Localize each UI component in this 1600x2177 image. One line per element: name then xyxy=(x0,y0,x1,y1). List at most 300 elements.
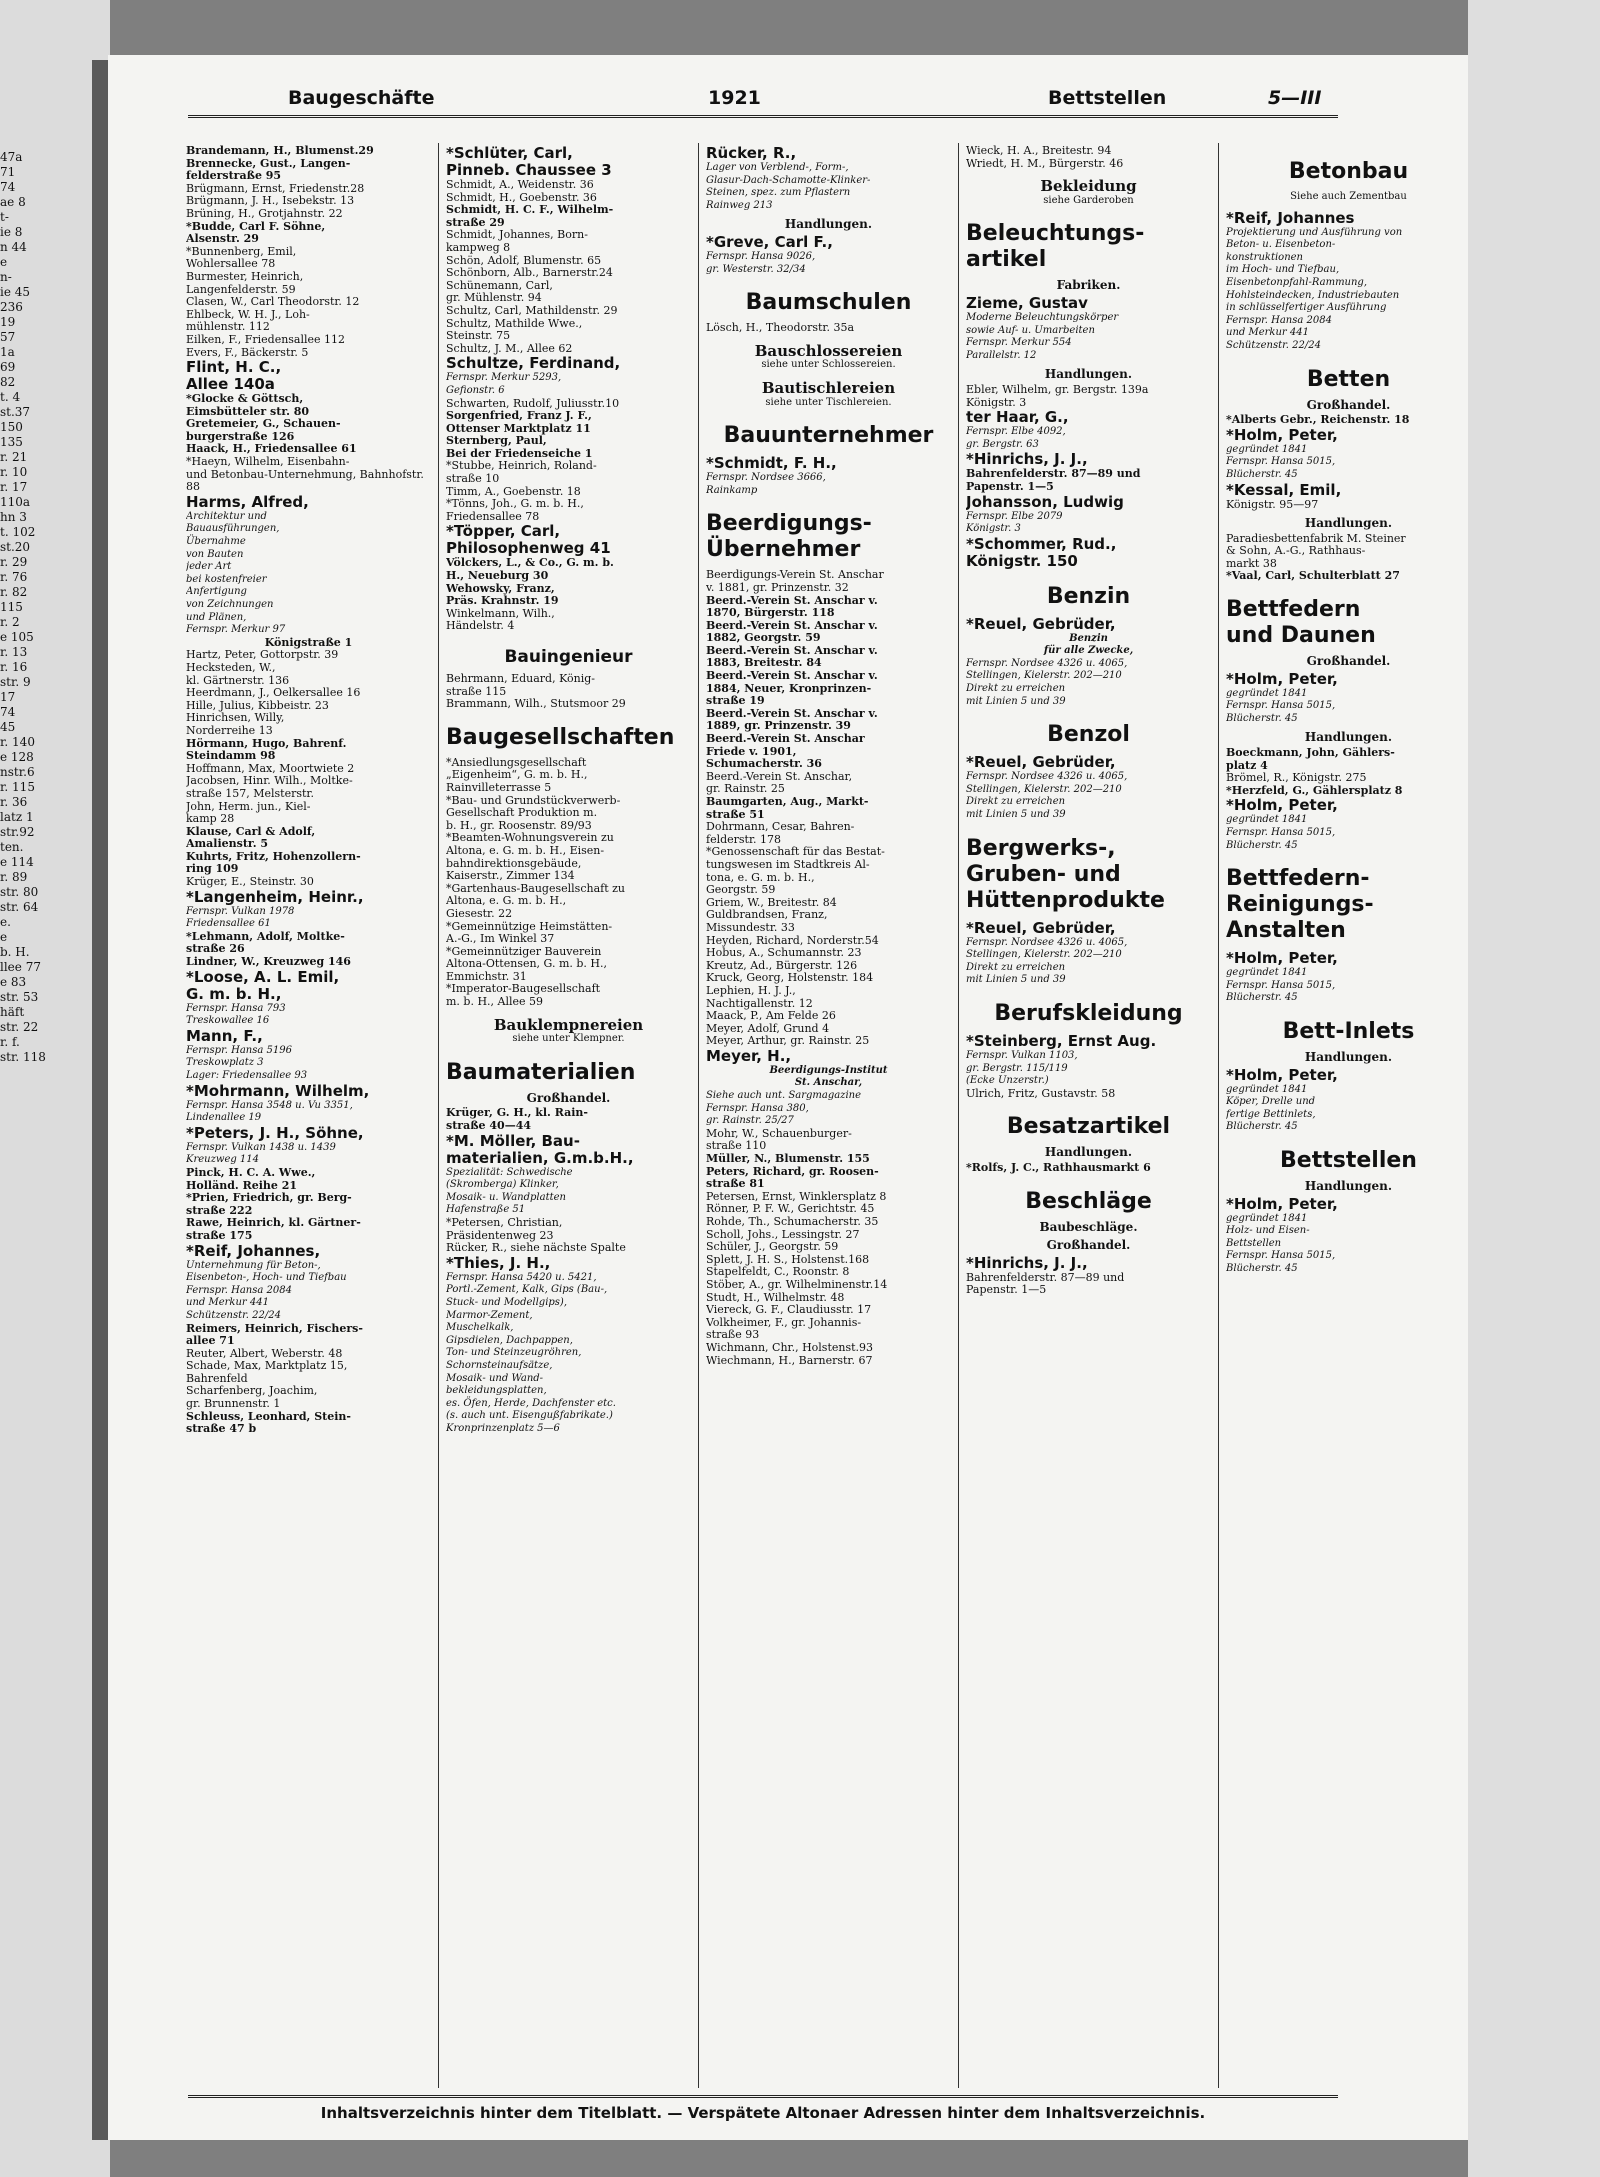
left-page-text-fragment: 1a xyxy=(0,345,15,359)
left-page-text-fragment: r. 13 xyxy=(0,645,28,659)
section-heading: Bautischlereien xyxy=(761,378,896,397)
directory-entry: gegründet 1841 Holz- und Eisen- Bettstellen Fernspr. Hansa 5015, Blücherstr. 45 xyxy=(1226,1212,1336,1274)
directory-entry: Fernspr. Hansa 5420 u. 5421, Portl.-Zement, Kalk, Gips (Bau-, Stuck- und Modellgips), Marmor-Zement, Muschelkalk, Gipsdielen, Dachpappen, Ton- und Steinzeugröhren, Schornsteinaufsätze, Mosaik- und Wand- bekleidungsplatten, es. Öfen, Herde, Dachfenster etc. (s. auch unt. Eisengußfabrikate.) Kronprinzenplatz 5—6 xyxy=(446,1271,616,1434)
directory-entry: gegründet 1841 Fernspr. Hansa 5015, Blücherstr. 45 xyxy=(1226,443,1336,480)
directory-entry: Fernspr. Vulkan 1438 u. 1439 Kreuzweg 114 xyxy=(186,1141,336,1166)
directory-entry: *Glocke & Göttsch, Eimsbütteler str. 80 xyxy=(186,392,310,418)
section-heading: Bergwerks-, Gruben- und Hüttenprodukte xyxy=(966,835,1165,913)
directory-entry: *Loose, A. L. Emil, G. m. b. H., xyxy=(186,967,340,1003)
book-spine xyxy=(92,60,108,2140)
section-heading: Benzin xyxy=(1046,583,1131,609)
directory-entry: Schmidt, Johannes, Born- kampweg 8 xyxy=(446,228,588,254)
subsection-label: Großhandel. xyxy=(1306,654,1391,669)
directory-entry: siehe Garderoben xyxy=(1043,194,1134,206)
directory-entry: *Peters, J. H., Söhne, xyxy=(186,1123,364,1142)
left-page-text-fragment: str.92 xyxy=(0,825,35,839)
directory-entry: Fernspr. Hansa 5196 Treskowplatz 3 Lager: Friedensallee 93 xyxy=(186,1044,308,1081)
directory-entry: Jacobsen, Hinr. Wilh., Moltke- straße 157, Melsterstr. xyxy=(186,774,353,800)
section-heading: Beschläge xyxy=(1025,1188,1152,1214)
directory-entry: Ehlbeck, W. H. J., Loh- mühlenstr. 112 xyxy=(186,307,310,334)
directory-entry: *Prien, Friedrich, gr. Berg- straße 222 xyxy=(186,1191,352,1217)
directory-entry: siehe unter Klempner. xyxy=(512,1033,625,1045)
directory-entry: Beerd.-Verein St. Anschar v. 1882, Georgstr. 59 xyxy=(706,618,878,645)
left-page-text-fragment: t. 102 xyxy=(0,525,36,539)
left-page-text-fragment: r. 89 xyxy=(0,870,28,884)
left-page-text-fragment: str. 53 xyxy=(0,990,39,1004)
subsection-label: Handlungen. xyxy=(1044,367,1133,382)
directory-entry: Evers, F., Bäckerstr. 5 xyxy=(186,345,309,359)
directory-entry: *Kessal, Emil, xyxy=(1226,480,1342,499)
directory-entry: Reimers, Heinrich, Fischers- allee 71 xyxy=(186,1321,363,1348)
section-heading: Baumaterialien xyxy=(446,1059,636,1085)
column-separator xyxy=(698,143,699,2088)
section-heading: Betonbau xyxy=(1288,159,1409,184)
directory-entry: Schmidt, H. C. F., Wilhelm- straße 29 xyxy=(446,203,614,229)
left-page-text-fragment: häft xyxy=(0,1005,25,1019)
directory-entry: Eilken, F., Friedensallee 112 xyxy=(186,332,346,346)
directory-entry: Timm, A., Goebenstr. 18 xyxy=(446,484,581,498)
section-heading: Bauschlossereien xyxy=(754,341,903,360)
directory-entry: Gretemeier, G., Schauen- burgerstraße 126 xyxy=(186,417,341,443)
directory-entry: *Greve, Carl F., xyxy=(706,232,833,251)
left-page-text-fragment: 110a xyxy=(0,495,31,509)
directory-entry: Beerdigungs-Institut St. Anschar, xyxy=(769,1064,888,1089)
left-page-text-fragment: ten. xyxy=(0,840,24,854)
directory-entry: *Bau- und Grundstückverwerb- Gesellschaft Produktion m. b. H., gr. Roosenstr. 89/93 xyxy=(446,793,621,832)
section-heading: Bettfedern- Reinigungs- Anstalten xyxy=(1226,866,1374,944)
directory-entry: Maack, P., Am Felde 26 xyxy=(706,1009,836,1023)
directory-entry: *Mohrmann, Wilhelm, xyxy=(186,1081,370,1100)
column-separator xyxy=(1218,143,1219,2088)
directory-entry: Volkheimer, F., gr. Johannis- straße 93 xyxy=(706,1315,862,1342)
directory-entry: *Reuel, Gebrüder, xyxy=(966,753,1116,772)
directory-entry: Splett, J. H. S., Holstenst.168 xyxy=(706,1252,870,1266)
left-page-text-fragment: r. 115 xyxy=(0,780,35,794)
directory-entry: Zieme, Gustav xyxy=(966,293,1088,312)
directory-entry: Kuhrts, Fritz, Hohenzollern- ring 109 xyxy=(186,849,361,876)
directory-entry: *Gemeinnützige Heimstätten- A.-G., Im Winkel 37 xyxy=(446,919,613,946)
directory-entry: *Beamten-Wohnungsverein zu Altona, e. G. m. b. H., Eisen- bahndirektionsgebäude, Kaiserstr., Zimmer 134 xyxy=(446,831,614,883)
directory-entry: Völckers, L., & Co., G. m. b. H., Neueburg 30 xyxy=(446,556,614,583)
left-page-text-fragment: 47a xyxy=(0,150,23,164)
directory-entry: Brüning, H., Grotjahnstr. 22 xyxy=(186,206,343,220)
directory-entry: Architektur und Bauausführungen, Übernahme von Bauten jeder Art bei kostenfreier Anfertigung von Zeichnungen und Plänen, Fernspr. Merkur 97 xyxy=(186,510,286,636)
directory-entry: Schmidt, A., Weidenstr. 36 xyxy=(446,178,594,191)
section-heading: Baumschulen xyxy=(745,290,912,316)
directory-entry: Schade, Max, Marktplatz 15, Bahrenfeld xyxy=(186,1359,348,1385)
section-heading: Baugesellschaften xyxy=(446,724,675,750)
directory-entry: Rohde, Th., Schumacherstr. 35 xyxy=(706,1215,879,1228)
section-heading: Bett-Inlets xyxy=(1282,1018,1415,1044)
directory-entry: siehe unter Schlossereien. xyxy=(761,359,896,371)
directory-entry: *Ansiedlungsgesellschaft „Eigenheim“, G. m. b. H., Rainvilleterrasse 5 xyxy=(446,755,588,794)
directory-entry: Fernspr. Hansa 3548 u. Vu 3351, Lindenallee 19 xyxy=(186,1099,353,1124)
directory-entry: Burmester, Heinrich, Langenfelderstr. 59 xyxy=(186,269,304,296)
directory-entry: Schultz, Carl, Mathildenstr. 29 xyxy=(446,303,618,317)
directory-entry: *Langenheim, Heinr., xyxy=(186,887,364,906)
directory-entry: John, Herm. jun., Kiel- kamp 28 xyxy=(186,799,311,826)
left-page-text-fragment: st.20 xyxy=(0,540,31,554)
directory-entry: *Alberts Gebr., Reichenstr. 18 xyxy=(1226,413,1410,427)
left-page-text-fragment: r. 76 xyxy=(0,570,28,584)
directory-entry: Schultze, Ferdinand, xyxy=(446,354,621,373)
directory-entry: Meyer, Adolf, Grund 4 xyxy=(706,1021,830,1035)
left-page-text-fragment: r. 2 xyxy=(0,615,20,629)
directory-entry: Fernspr. Nordsee 3666, Rainkamp xyxy=(706,472,826,496)
left-page-text-fragment: e xyxy=(0,930,8,944)
left-page-text-fragment: r. 82 xyxy=(0,585,28,599)
directory-entry: Müller, N., Blumenstr. 155 xyxy=(706,1152,870,1166)
directory-entry: Kreutz, Ad., Bürgerstr. 126 xyxy=(706,958,858,972)
directory-entry: Kruck, Georg, Holstenstr. 184 xyxy=(706,971,874,985)
directory-entry: *Reuel, Gebrüder, xyxy=(966,918,1116,937)
directory-entry: Meyer, H., xyxy=(706,1046,792,1065)
left-page-text-fragment: e 83 xyxy=(0,975,27,989)
directory-entry: Lager von Verblend-, Form-, Glasur-Dach-Schamotte-Klinker- Steinen, spez. zum Pflastern Rainweg 213 xyxy=(706,162,871,211)
directory-entry: Sternberg, Paul, Bei der Friedenseiche 1 xyxy=(446,434,593,460)
directory-entry: Boeckmann, John, Gählers- platz 4 xyxy=(1226,746,1395,772)
left-page-text-fragment: 74 xyxy=(0,705,16,719)
section-heading: Beerdigungs- Übernehmer xyxy=(706,511,872,563)
directory-entry: *Genossenschaft für das Bestat- tungswesen im Stadtkreis Al- tona, e. G. m. b. H., Georgstr. 59 xyxy=(706,845,885,897)
directory-entry: *Gartenhaus-Baugesellschaft zu Altona, e. G. m. b. H., Giesestr. 22 xyxy=(446,881,625,920)
section-heading: Bauunternehmer xyxy=(723,423,934,449)
directory-entry: *Herzfeld, G., Gählersplatz 8 xyxy=(1226,783,1403,797)
directory-entry: Moderne Beleuchtungskörper sowie Auf- u. Umarbeiten Fernspr. Merkur 554 Parallelstr. 12 xyxy=(966,311,1119,361)
section-heading: Berufskleidung xyxy=(994,1001,1183,1026)
directory-entry: Pinck, H. C. A. Wwe., Holländ. Reihe 21 xyxy=(186,1165,316,1192)
directory-entry: Heerdmann, J., Oelkersallee 16 xyxy=(186,686,361,700)
directory-entry: Brandemann, H., Blumenst.29 xyxy=(186,145,374,157)
directory-page xyxy=(108,55,1468,2140)
subsection-label: Handlungen. xyxy=(1304,1049,1393,1064)
left-page-text-fragment: r. 17 xyxy=(0,480,28,494)
directory-entry: *Reif, Johannes xyxy=(1226,208,1355,227)
subsection-label: Handlungen. xyxy=(1304,1178,1393,1193)
directory-entry: *Petersen, Christian, Präsidentenweg 23 xyxy=(446,1216,563,1242)
left-page-text-fragment: 19 xyxy=(0,315,16,329)
directory-entry: Schmidt, H., Goebenstr. 36 xyxy=(446,190,597,204)
left-page-text-fragment: ie 8 xyxy=(0,225,23,239)
directory-entry: Scholl, Johs., Lessingstr. 27 xyxy=(706,1227,860,1241)
directory-entry: Wichmann, Chr., Holstenst.93 xyxy=(706,1340,874,1354)
directory-entry: *Stubbe, Heinrich, Roland- straße 10 xyxy=(446,459,597,486)
directory-entry: *Holm, Peter, xyxy=(1226,425,1338,444)
section-heading: Besatzartikel xyxy=(1006,1114,1171,1140)
directory-entry: *Holm, Peter, xyxy=(1226,796,1338,815)
left-page-text-fragment: t. 4 xyxy=(0,390,21,404)
directory-entry: Peters, Richard, gr. Roosen- straße 81 xyxy=(706,1164,879,1191)
directory-entry: Klause, Carl & Adolf, Amalienstr. 5 xyxy=(186,824,316,851)
directory-entry: Scharfenberg, Joachim, gr. Brunnenstr. 1 xyxy=(186,1384,318,1411)
directory-entry: Beerd.-Verein St. Anschar v. 1889, gr. Prinzenstr. 39 xyxy=(706,706,878,733)
header-right: Bettstellen xyxy=(1048,87,1167,109)
directory-entry: Spezialität: Schwedische (Skromberga) Klinker, Mosaik- u. Wandplatten Hafenstraße 51 xyxy=(446,1166,573,1216)
directory-entry: Hille, Julius, Kibbeistr. 23 xyxy=(186,698,329,712)
left-page-text-fragment: e 128 xyxy=(0,750,34,764)
header-year: 1921 xyxy=(708,87,761,109)
directory-entry: Fernspr. Merkur 5293, Gefionstr. 6 xyxy=(446,372,562,396)
directory-entry: Siehe auch Zementbau xyxy=(1290,191,1407,202)
directory-entry: Fernspr. Nordsee 4326 u. 4065, Stellingen, Kielerstr. 202—210 Direkt zu erreichen mit Linien 5 und 39 xyxy=(966,771,1128,821)
directory-entry: Mann, F., xyxy=(186,1026,263,1045)
page-footer: Inhaltsverzeichnis hinter dem Titelblatt. — Verspätete Altonaer Adressen hinter dem Inhaltsverzeichnis. xyxy=(188,2095,1338,2122)
directory-entry: Mohr, W., Schauenburger- straße 110 xyxy=(706,1126,852,1153)
section-heading: Beleuchtungs- artikel xyxy=(966,221,1145,273)
directory-entry: Fernspr. Vulkan 1978 Friedensallee 61 xyxy=(186,905,295,930)
directory-entry: *Schlüter, Carl, Pinneb. Chaussee 3 xyxy=(446,145,612,179)
directory-entry: Rönner, P. F. W., Gerichtstr. 45 xyxy=(706,1202,875,1216)
directory-entry: *Imperator-Baugesellschaft m. b. H., Allee 59 xyxy=(446,982,601,1009)
directory-entry: Beerd.-Verein St. Anschar v. 1883, Breitestr. 84 xyxy=(706,643,878,670)
directory-entry: Benzin für alle Zwecke, xyxy=(1043,632,1134,657)
left-page-text-fragment: t- xyxy=(0,210,9,224)
left-page-text-fragment: st.37 xyxy=(0,405,31,419)
left-page-text-fragment: 71 xyxy=(0,165,16,179)
directory-entry: Schultz, Mathilde Wwe., Steinstr. 75 xyxy=(446,316,583,343)
directory-entry: Hobus, A., Schumannstr. 23 xyxy=(706,946,862,960)
directory-entry: *Tönns, Joh., G. m. b. H., Friedensallee 78 xyxy=(446,497,584,523)
directory-entry: *Schommer, Rud., Königstr. 150 xyxy=(966,534,1117,570)
directory-entry: Schön, Adolf, Blumenstr. 65 xyxy=(446,253,602,267)
directory-entry: *Holm, Peter, xyxy=(1226,1065,1338,1084)
directory-entry: Reuter, Albert, Weberstr. 48 xyxy=(186,1346,343,1360)
directory-entry: Lösch, H., Theodorstr. 35a xyxy=(706,321,855,335)
directory-entry: Brügmann, J. H., Isebekstr. 13 xyxy=(186,194,355,208)
directory-entry: Brömel, R., Königstr. 275 xyxy=(1226,771,1367,785)
directory-entry: Studt, H., Wilhelmstr. 48 xyxy=(706,1290,845,1304)
section-heading: Bettstellen xyxy=(1280,1147,1417,1173)
directory-entry: Flint, H. C., Allee 140a xyxy=(186,358,282,394)
directory-entry: Lindner, W., Kreuzweg 146 xyxy=(186,955,351,969)
directory-entry: Hinrichsen, Willy, Norderreihe 13 xyxy=(186,711,285,737)
directory-entry: ter Haar, G., xyxy=(966,408,1069,427)
directory-entry: Sorgenfried, Franz J. F., Ottenser Marktplatz 11 xyxy=(446,409,592,435)
directory-entry: *Holm, Peter, xyxy=(1226,1194,1338,1213)
left-page-text-fragment: 236 xyxy=(0,300,23,314)
left-page-text-fragment: r. 36 xyxy=(0,795,28,809)
directory-entry: Dohrmann, Cesar, Bahren- felderstr. 178 xyxy=(706,820,855,846)
section-heading: Bettfedern und Daunen xyxy=(1226,597,1376,649)
left-page-text-fragment: e xyxy=(0,255,8,269)
directory-entry: Krüger, E., Steinstr. 30 xyxy=(186,875,314,889)
directory-entry: *Gemeinnütziger Bauverein Altona-Ottensen, G. m. b. H., Emmichstr. 31 xyxy=(446,944,607,983)
directory-entry: Beerd.-Verein St. Anschar Friede v. 1901, Schumacherstr. 36 xyxy=(706,732,865,771)
subsection-label: Handlungen. xyxy=(1044,1145,1133,1160)
directory-entry: Wiechmann, H., Barnerstr. 67 xyxy=(706,1353,873,1367)
left-page-text-fragment: n 44 xyxy=(0,240,27,254)
directory-entry: Guldbrandsen, Franz, Missundestr. 33 xyxy=(706,908,828,934)
section-heading: Bekleidung xyxy=(1040,177,1137,196)
directory-entry: Fernspr. Nordsee 4326 u. 4065, Stellingen, Kielerstr. 202—210 Direkt zu erreichen mit Linien 5 und 39 xyxy=(966,657,1128,707)
column-separator xyxy=(958,143,959,2088)
left-page-text-fragment: e. xyxy=(0,915,11,929)
directory-entry: Fernspr. Elbe 4092, gr. Bergstr. 63 xyxy=(966,426,1066,450)
directory-entry: Fernspr. Hansa 793 Treskowallee 16 xyxy=(186,1002,286,1027)
directory-entry: Clasen, W., Carl Theodorstr. 12 xyxy=(186,295,360,309)
right-background xyxy=(1468,0,1600,2177)
directory-entry: Petersen, Ernst, Winklersplatz 8 xyxy=(706,1189,887,1203)
directory-entry: *Reuel, Gebrüder, xyxy=(966,614,1116,633)
directory-entry: Ulrich, Fritz, Gustavstr. 58 xyxy=(966,1086,1116,1100)
directory-entry: *M. Möller, Bau- materialien, G.m.b.H., xyxy=(446,1131,634,1167)
column-4 xyxy=(966,145,1211,2095)
directory-entry: Bahrenfelderstr. 87—89 und Papenstr. 1—5 xyxy=(966,1270,1125,1297)
directory-entry: *Rolfs, J. C., Rathhausmarkt 6 xyxy=(966,1160,1151,1174)
column-3 xyxy=(706,145,951,2095)
directory-entry: Schultz, J. M., Allee 62 xyxy=(446,341,573,355)
directory-entry: Behrmann, Eduard, König- straße 115 xyxy=(446,672,595,698)
directory-entry: *Steinberg, Ernst Aug. xyxy=(966,1032,1157,1050)
subsection-label: Baubeschläge. xyxy=(1039,1219,1138,1234)
directory-entry: Wieck, H. A., Breitestr. 94 xyxy=(966,145,1112,157)
directory-entry: Schleuss, Leonhard, Stein- straße 47 b xyxy=(186,1409,351,1436)
directory-entry: gegründet 1841 Köper, Drelle und fertige Bettinlets, Blücherstr. 45 xyxy=(1226,1083,1316,1133)
left-page-text-fragment: 57 xyxy=(0,330,16,344)
left-page-text-fragment: 115 xyxy=(0,600,23,614)
left-page-text-fragment: 150 xyxy=(0,420,23,434)
left-page-text-fragment: 74 xyxy=(0,180,16,194)
directory-entry: Hoffmann, Max, Moortwiete 2 xyxy=(186,761,355,775)
directory-entry: Rawe, Heinrich, kl. Gärtner- straße 175 xyxy=(186,1216,361,1242)
subsection-label: Handlungen. xyxy=(1304,730,1393,745)
page-header xyxy=(188,85,1338,118)
left-page-text-fragment: 69 xyxy=(0,360,16,374)
left-page-text-fragment: r. f. xyxy=(0,1035,20,1049)
directory-entry: Fernspr. Elbe 2079 Königstr. 3 xyxy=(966,510,1063,535)
directory-entry: *Holm, Peter, xyxy=(1226,669,1338,688)
directory-entry: Fernspr. Vulkan 1103, gr. Bergstr. 115/119 (Ecke Unzerstr.) xyxy=(966,1050,1078,1087)
left-page-text-fragment: r. 21 xyxy=(0,450,28,464)
directory-entry: *Schmidt, F. H., xyxy=(706,454,837,473)
directory-entry: Hecksteden, W., kl. Gärtnerstr. 136 xyxy=(186,660,290,687)
left-page-text-fragment: str. 64 xyxy=(0,900,39,914)
left-page-text-fragment: hn 3 xyxy=(0,510,27,524)
left-page-text-fragment: r. 10 xyxy=(0,465,28,479)
directory-entry: *Bunnenberg, Emil, Wohlersallee 78 xyxy=(186,244,297,271)
left-page-text-fragment: r. 29 xyxy=(0,555,28,569)
subsection-label: Großhandel. xyxy=(1306,397,1391,412)
directory-entry: *Hinrichs, J. J., xyxy=(966,450,1088,469)
directory-entry: *Haeyn, Wilhelm, Eisenbahn- und Betonbau-Unternehmung, Bahnhofstr. 88 xyxy=(186,455,424,494)
directory-entry: siehe unter Tischlereien. xyxy=(765,396,892,408)
left-page-text-fragment: b. H. xyxy=(0,945,30,959)
directory-entry: *Holm, Peter, xyxy=(1226,949,1338,968)
directory-entry: Schünemann, Carl, gr. Mühlenstr. 94 xyxy=(446,278,553,305)
directory-entry: Heyden, Richard, Norderstr.54 xyxy=(706,933,879,947)
directory-entry: *Vaal, Carl, Schulterblatt 27 xyxy=(1226,569,1400,583)
column-2 xyxy=(446,145,691,2095)
column-1 xyxy=(186,145,431,2095)
directory-entry: Winkelmann, Wilh., Händelstr. 4 xyxy=(446,606,555,633)
directory-entry: Viereck, G. F., Claudiusstr. 17 xyxy=(706,1303,872,1317)
left-page-text-fragment: r. 16 xyxy=(0,660,28,674)
left-page-text-fragment: 45 xyxy=(0,720,16,734)
directory-entry: Beerdigungs-Verein St. Anschar v. 1881, gr. Prinzenstr. 32 xyxy=(706,568,884,594)
directory-entry: gegründet 1841 Fernspr. Hansa 5015, Blücherstr. 45 xyxy=(1226,687,1336,724)
directory-entry: Beerd.-Verein St. Anschar v. 1870, Bürgerstr. 118 xyxy=(706,593,878,620)
directory-entry: Schwarten, Rudolf, Juliusstr.10 xyxy=(446,396,620,410)
directory-entry: gegründet 1841 Fernspr. Hansa 5015, Blücherstr. 45 xyxy=(1226,814,1336,851)
directory-entry: Ebler, Wilhelm, gr. Bergstr. 139a Königstr. 3 xyxy=(966,382,1149,409)
directory-entry: Meyer, Arthur, gr. Rainstr. 25 xyxy=(706,1034,870,1048)
directory-entry: Wehowsky, Franz, Präs. Krahnstr. 19 xyxy=(446,581,559,608)
section-heading: Betten xyxy=(1306,366,1391,392)
subsection-label: Großhandel. xyxy=(1046,1238,1131,1253)
directory-entry: Lephien, H. J. J., Nachtigallenstr. 12 xyxy=(706,983,813,1010)
column-5 xyxy=(1226,145,1468,2095)
left-page-text-fragment: ie 45 xyxy=(0,285,31,299)
directory-entry: Brügmann, Ernst, Friedenstr.28 xyxy=(186,181,365,195)
directory-entry: Brennecke, Gust., Langen- felderstraße 95 xyxy=(186,156,351,183)
left-page-text-fragment: r. 140 xyxy=(0,735,35,749)
directory-entry: Johansson, Ludwig xyxy=(966,492,1124,511)
directory-entry: *Budde, Carl F. Söhne, Alsenstr. 29 xyxy=(186,219,326,246)
section-heading: Bauklempnereien xyxy=(493,1015,644,1034)
directory-entry: Hartz, Peter, Gottorpstr. 39 xyxy=(186,648,339,662)
directory-entry: Siehe auch unt. Sargmagazine Fernspr. Hansa 380, gr. Rainstr. 25/27 xyxy=(706,1090,862,1127)
directory-entry: Baumgarten, Aug., Markt- straße 51 xyxy=(706,795,869,821)
left-page-text-fragment: ae 8 xyxy=(0,195,26,209)
page-number: 5—III xyxy=(1268,87,1322,109)
directory-entry: Unternehmung für Beton-, Eisenbeton-, Hoch- und Tiefbau Fernspr. Hansa 2084 und Merkur 441 Schützenstr. 22/24 xyxy=(186,1259,347,1321)
left-page-text-fragment: str. 80 xyxy=(0,885,39,899)
subsection-label: Fabriken. xyxy=(1056,278,1121,293)
column-separator xyxy=(438,143,439,2088)
directory-entry: Beerd.-Verein St. Anschar v. 1884, Neuer, Kronprinzen- straße 19 xyxy=(706,669,878,708)
header-left: Baugeschäfte xyxy=(288,87,435,109)
left-page-text-fragment: str. 22 xyxy=(0,1020,39,1034)
directory-entry: Rücker, R., siehe nächste Spalte xyxy=(446,1241,626,1255)
directory-entry: Griem, W., Breitestr. 84 xyxy=(706,895,837,909)
directory-entry: Beerd.-Verein St. Anschar, gr. Rainstr. 25 xyxy=(706,769,853,796)
subsection-label: Handlungen. xyxy=(784,217,873,232)
left-page-text-fragment: 17 xyxy=(0,690,16,704)
directory-entry: Schüler, J., Georgstr. 59 xyxy=(706,1240,839,1254)
directory-entry: Haack, H., Friedensallee 61 xyxy=(186,442,357,456)
directory-entry: Königstraße 1 xyxy=(264,635,353,649)
directory-entry: Wriedt, H. M., Bürgerstr. 46 xyxy=(966,156,1124,170)
left-page-text-fragment: str. 9 xyxy=(0,675,31,689)
directory-entry: Rücker, R., xyxy=(706,145,797,162)
directory-entry: Schönborn, Alb., Barnerstr.24 xyxy=(446,266,613,280)
section-heading: Bauingenieur xyxy=(504,647,633,667)
left-page-text-fragment: 135 xyxy=(0,435,23,449)
directory-entry: Fernspr. Nordsee 4326 u. 4065, Stellingen, Kielerstr. 202—210 Direkt zu erreichen mit Linien 5 und 39 xyxy=(966,936,1128,986)
directory-entry: gegründet 1841 Fernspr. Hansa 5015, Blücherstr. 45 xyxy=(1226,967,1336,1004)
left-page-text-fragment: n- xyxy=(0,270,12,284)
subsection-label: Großhandel. xyxy=(526,1090,611,1105)
left-page-text-fragment: str. 118 xyxy=(0,1050,46,1064)
directory-entry: Stöber, A., gr. Wilhelminenstr.14 xyxy=(706,1277,888,1291)
directory-entry: *Reif, Johannes, xyxy=(186,1241,321,1260)
left-page-text-fragment: latz 1 xyxy=(0,810,34,824)
directory-entry: Projektierung und Ausführung von Beton- u. Eisenbeton- konstruktionen im Hoch- und Tiefbau, Eisenbetonpfahl-Rammung, Hohlsteindecken, Industriebauten in schlüsselfertiger Ausführung Fernspr. Hansa 2084 und Merkur 441 Schützenstr. 22/24 xyxy=(1226,226,1403,351)
left-page-text-fragment: 82 xyxy=(0,375,16,389)
directory-entry: *Hinrichs, J. J., xyxy=(966,1253,1088,1272)
left-page-text-fragment: e 114 xyxy=(0,855,34,869)
directory-entry: Brammann, Wilh., Stutsmoor 29 xyxy=(446,697,626,711)
directory-entry: Bahrenfelderstr. 87—89 und Papenstr. 1—5 xyxy=(966,467,1141,493)
directory-entry: Paradiesbettenfabrik M. Steiner & Sohn, A.-G., Rathhaus- markt 38 xyxy=(1226,531,1406,570)
section-heading: Benzol xyxy=(1047,722,1130,748)
subsection-label: Handlungen. xyxy=(1304,516,1393,531)
directory-entry: Königstr. 95—97 xyxy=(1226,497,1319,511)
directory-entry: Fernspr. Hansa 9026, gr. Westerstr. 32/34 xyxy=(706,250,816,275)
directory-entry: Krüger, G. H., kl. Rain- straße 40—44 xyxy=(446,1106,588,1133)
left-page-text-fragment: llee 77 xyxy=(0,960,41,974)
directory-entry: Stapelfeldt, C., Roonstr. 8 xyxy=(706,1265,850,1279)
